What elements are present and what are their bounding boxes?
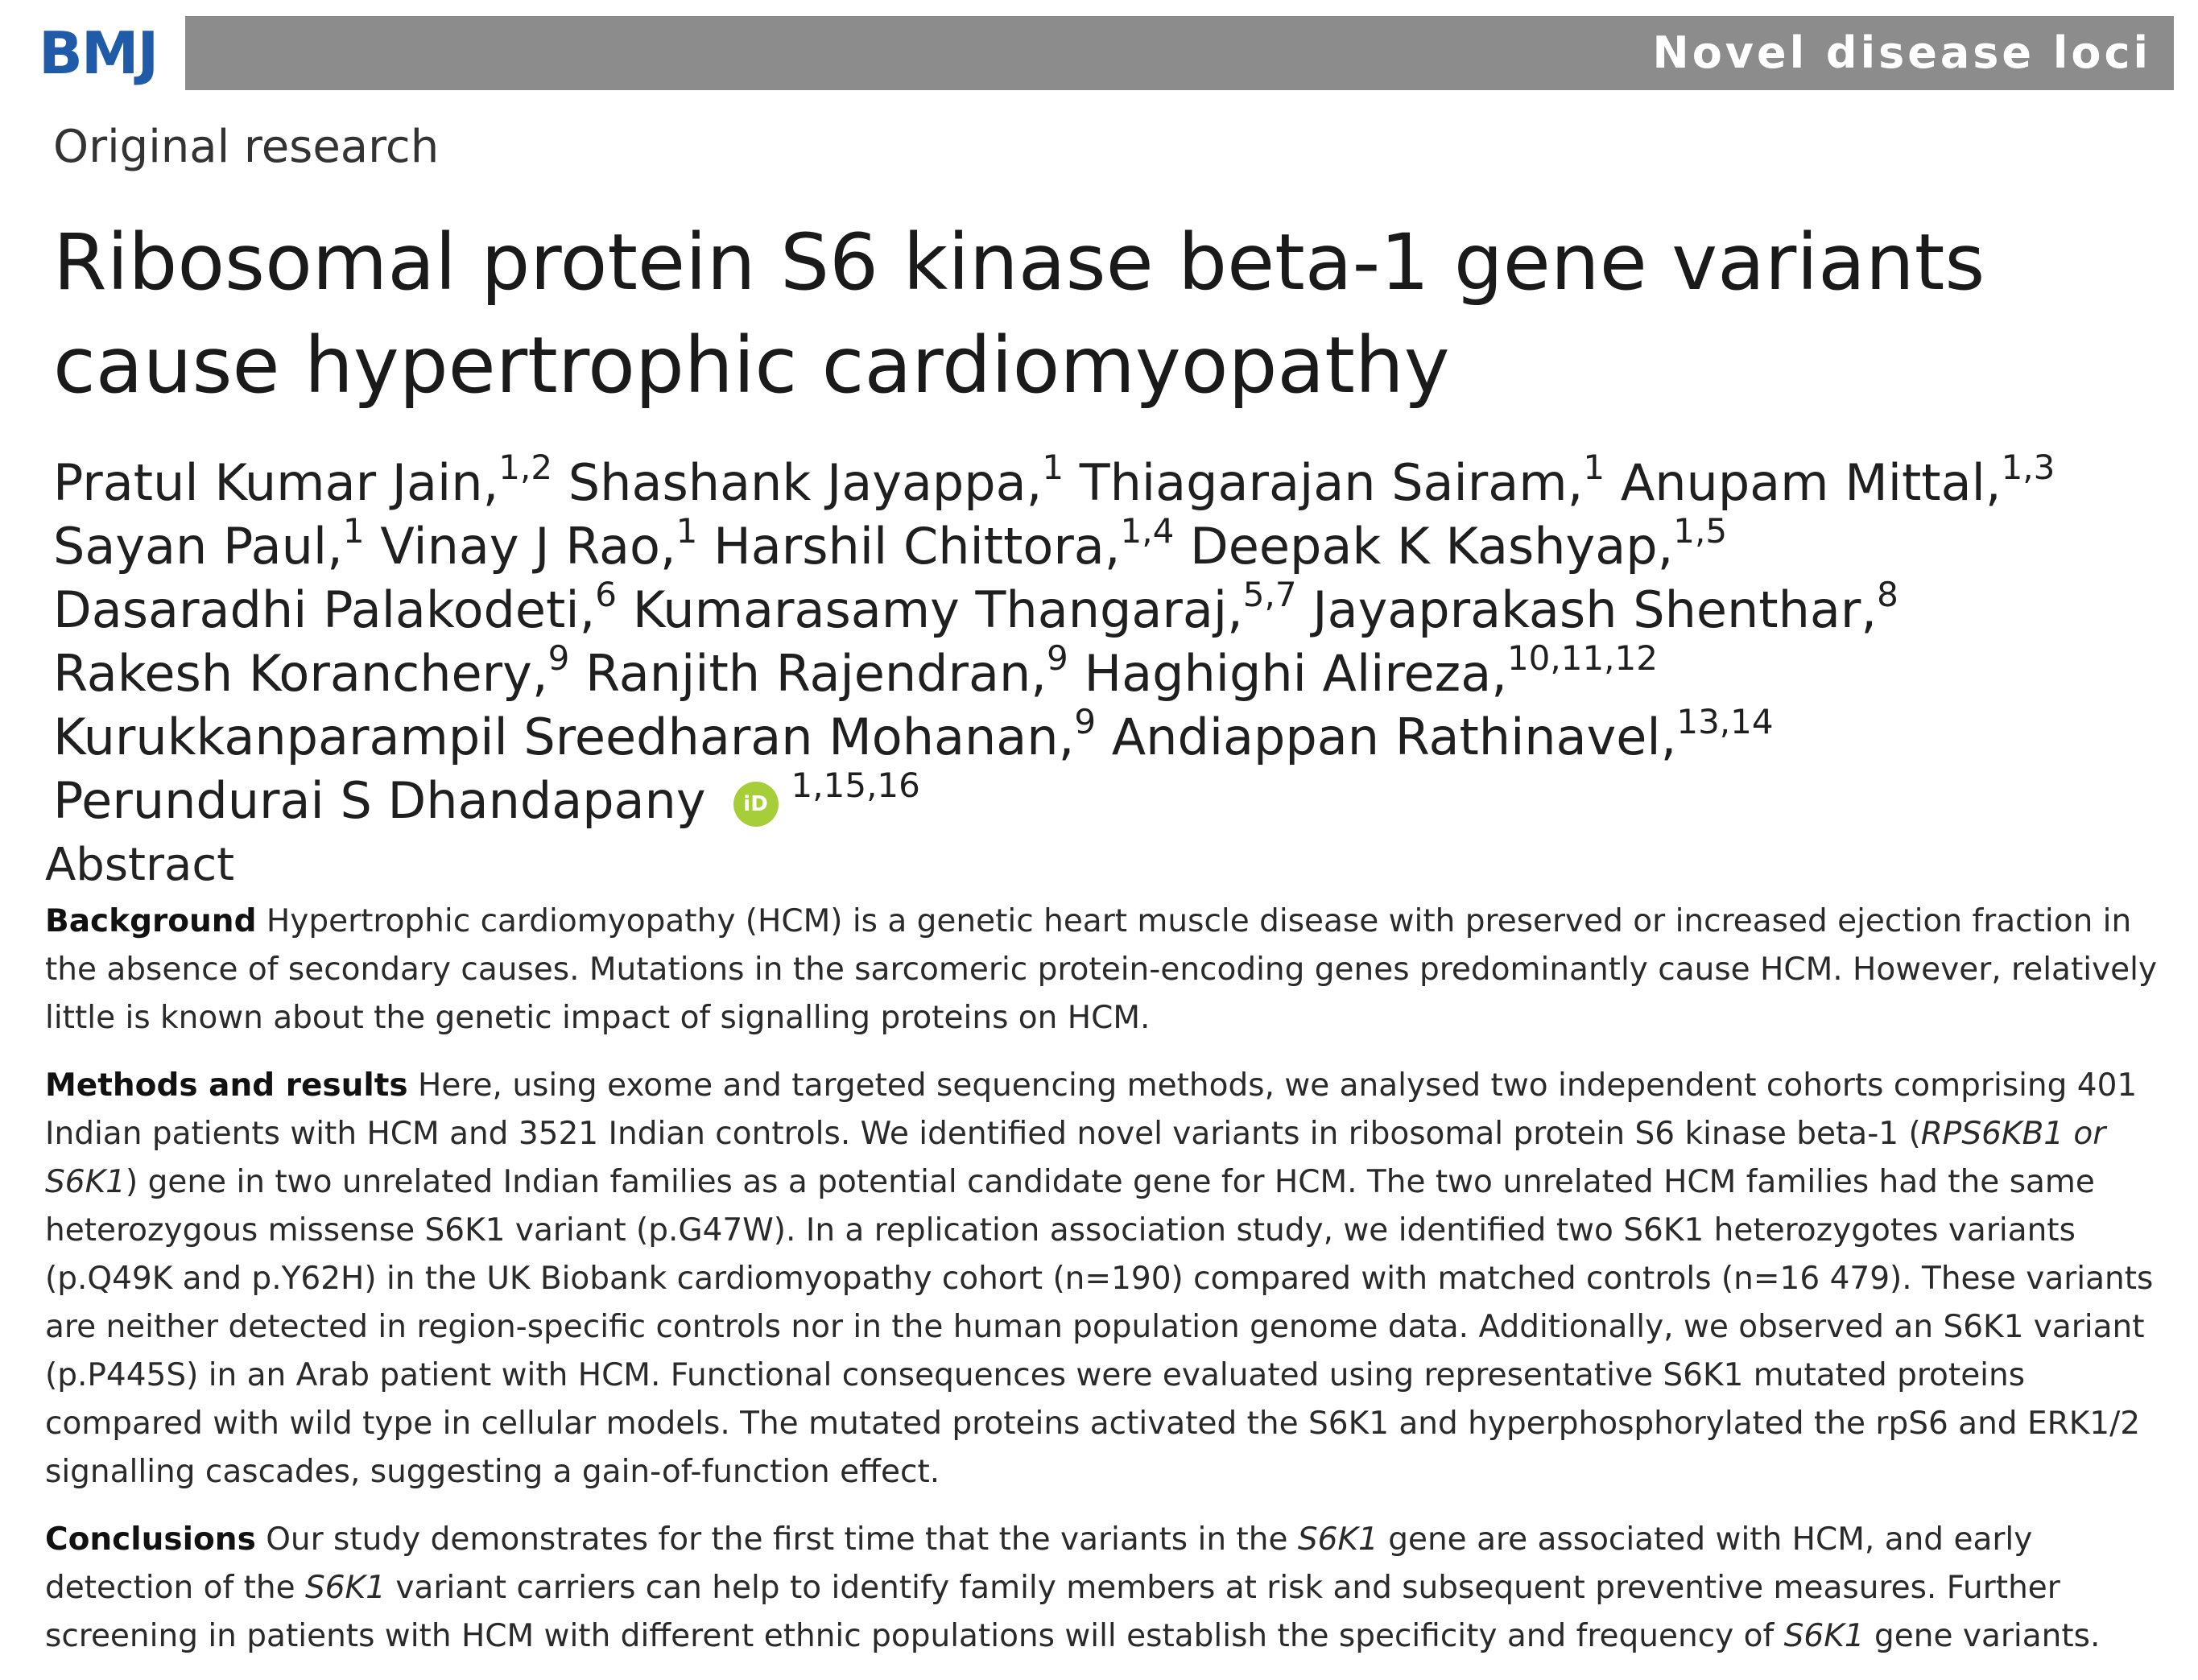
gene-name: S6K1 <box>1297 1521 1378 1558</box>
author[interactable] <box>1111 702 1774 766</box>
author-list <box>53 448 2179 832</box>
abstract-methods <box>45 1062 2171 1496</box>
author-name: Thiagarajan Sairam, <box>1079 453 1584 512</box>
background-label: Background <box>45 903 257 939</box>
abstract-heading: Abstract <box>45 839 235 891</box>
affiliation-ref: 9 <box>1074 702 1097 741</box>
affiliation-ref: 8 <box>1877 575 1898 614</box>
conclusions-text: gene are associated with HCM, and early detection of the <box>45 1521 2033 1606</box>
affiliation-ref: 13,14 <box>1676 702 1774 741</box>
methods-label: Methods and results <box>45 1067 408 1104</box>
author[interactable] <box>53 766 920 830</box>
author-name: Shashank Jayappa, <box>568 453 1043 512</box>
abstract-conclusions <box>45 1516 2171 1661</box>
gene-name: S6K1 <box>304 1570 386 1606</box>
affiliation-ref: 10,11,12 <box>1506 638 1658 678</box>
affiliation-ref: 9 <box>547 638 570 678</box>
author-name: Ranjith Rajendran, <box>585 644 1047 703</box>
conclusions-text: Our study demonstrates for the first time that the variants in the <box>266 1521 1298 1558</box>
author[interactable] <box>1084 638 1658 703</box>
affiliation-ref: 6 <box>595 575 618 614</box>
author[interactable] <box>53 575 618 639</box>
author-name: Vinay J Rao, <box>380 517 676 576</box>
journal-header <box>39 16 2174 90</box>
article-title: Ribosomal protein S6 kinase beta-1 gene variants cause hypertrophic cardiomyopathy <box>53 217 1985 411</box>
affiliation-ref: 1,4 <box>1120 511 1175 551</box>
affiliation-ref: 1 <box>1042 448 1064 487</box>
orcid-icon[interactable]: iD <box>733 782 779 827</box>
author-name: Kurukkanparampil Sreedharan Mohanan, <box>53 708 1075 766</box>
section-bar <box>185 16 2174 90</box>
affiliation-ref: 9 <box>1047 638 1068 678</box>
author-name: Kumarasamy Thangaraj, <box>632 580 1243 639</box>
author[interactable] <box>1190 511 1728 576</box>
affiliation-ref: 1 <box>676 511 698 551</box>
affiliation-ref: 1 <box>342 511 365 551</box>
bmj-logo[interactable]: BMJ <box>39 19 158 87</box>
author-name: Jayaprakash Shenthar, <box>1312 580 1878 639</box>
author-name: Anupam Mittal, <box>1620 453 2002 512</box>
author-name: Andiappan Rathinavel, <box>1111 708 1677 766</box>
section-name: Novel disease loci <box>1652 27 2151 78</box>
author-name: Pratul Kumar Jain, <box>53 453 499 512</box>
author-name: Deepak K Kashyap, <box>1190 517 1674 576</box>
gene-name: RPS6KB1 or S6K1 <box>45 1116 2106 1200</box>
abstract-body <box>45 898 2171 1680</box>
author[interactable] <box>380 511 698 576</box>
author[interactable] <box>632 575 1297 639</box>
author-name: Perundurai S Dhandapany <box>53 771 706 830</box>
affiliation-ref: 5,7 <box>1242 575 1297 614</box>
background-text: Hypertrophic cardiomyopathy (HCM) is a genetic heart muscle disease with preserved or increased ejection fraction in the absence of secondary causes. Mutations in the sarcomeric protein-encoding genes predominantly cause HCM. However, relatively little is known about the genetic impact of signalling proteins on HCM. <box>45 903 2158 1036</box>
author[interactable] <box>53 448 553 512</box>
affiliation-ref: 1,2 <box>498 448 553 487</box>
author-name: Harshil Chittora, <box>713 517 1121 576</box>
conclusions-label: Conclusions <box>45 1521 256 1558</box>
author-name: Dasaradhi Palakodeti, <box>53 580 596 639</box>
author[interactable] <box>53 511 365 576</box>
methods-text: ) gene in two unrelated Indian families as a potential candidate gene for HCM. The two unrelated HCM families had the same heterozygous missense S6K1 variant (p.G47W). In a replication association study, we identified two S6K1 heterozygotes variants (p.Q49K and p.Y62H) in the UK Biobank cardiomyopathy cohort (n=190) compared with matched controls (n=16 479). These variants are neither detected in region-specific controls nor in the human population genome data. Additionally, we observed an S6K1 variant (p.P445S) in an Arab patient with HCM. Functional consequences were evaluated using representative S6K1 mutated proteins compared with wild type in cellular models. The mutated proteins activated the S6K1 and hyperphosphorylated the rpS6 and ERK1/2 signalling cascades, suggesting a gain-of-function effect. <box>45 1164 2154 1490</box>
author[interactable] <box>53 702 1097 766</box>
author[interactable] <box>713 511 1175 576</box>
author-name: Sayan Paul, <box>53 517 343 576</box>
affiliation-ref: 1,15,16 <box>791 766 920 805</box>
methods-text: Here, using exome and targeted sequencing methods, we analysed two independent cohorts comprising 401 Indian patients with HCM and 3521 Indian controls. We identified novel variants in ribosomal protein S6 kinase beta-1 ( <box>45 1067 2138 1152</box>
affiliation-ref: 1,5 <box>1673 511 1728 551</box>
author[interactable] <box>1620 448 2055 512</box>
author[interactable] <box>1312 575 1898 639</box>
author[interactable] <box>568 448 1064 512</box>
affiliation-ref: 1 <box>1583 448 1605 487</box>
author[interactable] <box>53 638 570 703</box>
author[interactable] <box>585 638 1068 703</box>
article-type: Original research <box>53 121 440 173</box>
author-name: Haghighi Alireza, <box>1084 644 1507 703</box>
conclusions-text: gene variants. <box>1864 1618 2101 1654</box>
gene-name: S6K1 <box>1783 1618 1865 1654</box>
affiliation-ref: 1,3 <box>2001 448 2055 487</box>
abstract-background <box>45 898 2171 1042</box>
conclusions-text: variant carriers can help to identify family members at risk and subsequent preventive measures. Further screening in patients with HCM with different ethnic populations will establish the specificity and frequency of <box>45 1570 2060 1654</box>
author[interactable] <box>1079 448 1605 512</box>
author-name: Rakesh Koranchery, <box>53 644 548 703</box>
